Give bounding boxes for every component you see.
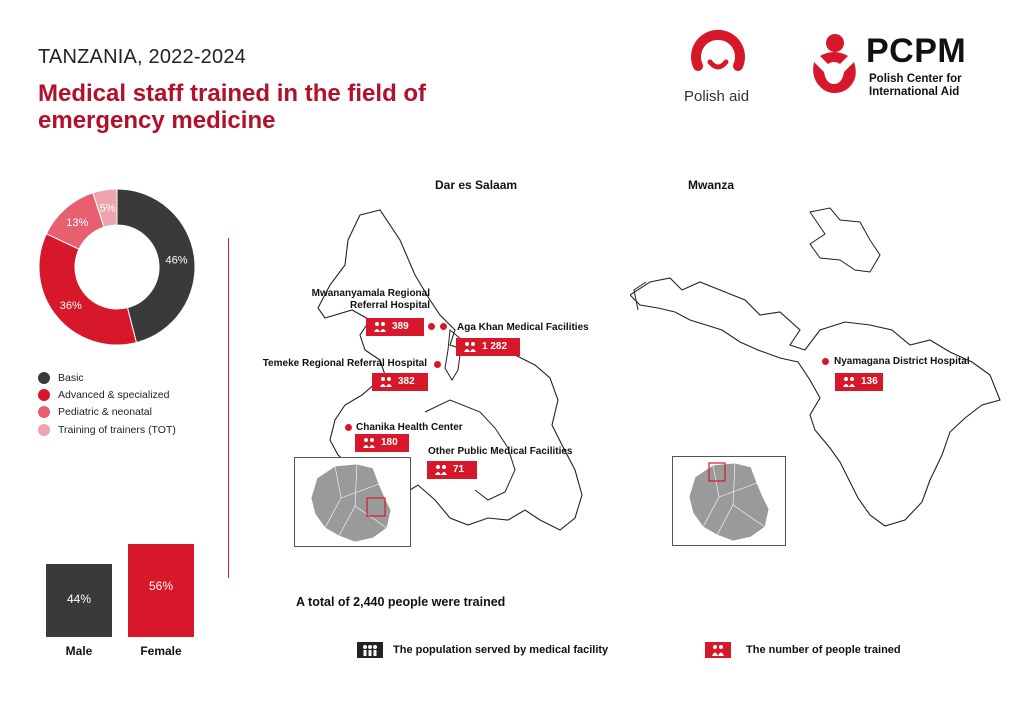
- pcpm-title: PCPM: [866, 32, 967, 70]
- legend-item-tot: [38, 423, 176, 437]
- donut-slice-label: 5%: [99, 202, 116, 215]
- trained-people-icon: [362, 437, 376, 449]
- trained-count: 71: [453, 464, 465, 475]
- people-icon-glyph: [357, 642, 383, 658]
- trained-people-icon: [705, 642, 731, 658]
- facility-marker[interactable]: [428, 323, 435, 330]
- bar-value-female: 56%: [148, 578, 174, 593]
- tanzania-inset-map: [673, 457, 785, 545]
- trained-count: 1 282: [482, 341, 508, 352]
- facility-marker[interactable]: [434, 361, 441, 368]
- pcpm-subtitle: Polish Center for International Aid: [869, 73, 962, 98]
- pcpm-logo-icon: [804, 32, 862, 98]
- donut-slice-label: 46%: [165, 254, 188, 267]
- trained-count: 136: [861, 376, 878, 387]
- trained-badge: [366, 318, 424, 336]
- legend-swatch-pediatric: [38, 406, 50, 418]
- trained-badge: [456, 338, 520, 356]
- subtitle: TANZANIA, 2022-2024: [38, 46, 246, 68]
- legend-label: Basic: [58, 372, 84, 384]
- trained-count: 389: [392, 321, 409, 332]
- bar-female: [128, 544, 194, 637]
- legend-label: Training of trainers (TOT): [58, 424, 176, 436]
- legend-swatch-basic: [38, 372, 50, 384]
- facility-marker[interactable]: [345, 424, 352, 431]
- legend-item-basic: [38, 371, 84, 385]
- trained-badge: [835, 373, 883, 391]
- page-title: Medical staff trained in the field of emergency medicine: [38, 80, 427, 134]
- donut-slice-label: 36%: [59, 300, 82, 313]
- legend-item-pediatric: [38, 405, 152, 419]
- trained-people-icon-glyph: [705, 642, 731, 658]
- facility-name: Nyamagana District Hospital: [834, 356, 970, 367]
- trained-people-icon: [842, 376, 856, 388]
- inset-map-mwanza: [672, 456, 786, 546]
- facility-name: Chanika Health Center: [356, 422, 463, 433]
- trained-people-icon: [373, 321, 387, 333]
- facility-name: Aga Khan Medical Facilities: [457, 322, 589, 333]
- facility-name: Mwananyamala Regional Referral Hospital: [311, 288, 430, 311]
- training-type-donut-chart: [36, 186, 198, 348]
- donut-slice: [39, 234, 136, 345]
- facility-name: Other Public Medical Facilities: [428, 446, 573, 457]
- donut-slice-label: 13%: [66, 216, 89, 229]
- trained-people-icon: [434, 464, 448, 476]
- bar-value-male: 44%: [66, 591, 92, 606]
- facility-marker[interactable]: [440, 323, 447, 330]
- legend-item-advanced: [38, 388, 170, 402]
- facility-marker[interactable]: [822, 358, 829, 365]
- legend-population: The population served by medical facility: [393, 644, 609, 656]
- legend-label: Pediatric & neonatal: [58, 406, 152, 418]
- trained-count: 382: [398, 376, 415, 387]
- inset-map-dar: [294, 457, 411, 547]
- bar-label-male: Male: [65, 644, 93, 658]
- total-trained: A total of 2,440 people were trained: [296, 595, 506, 609]
- polish-aid-logo-icon: [690, 28, 746, 86]
- polish-aid-label: Polish aid: [684, 88, 750, 105]
- legend-swatch-advanced: [38, 389, 50, 401]
- trained-people-icon: [463, 341, 477, 353]
- legend-swatch-tot: [38, 424, 50, 436]
- trained-badge: [372, 373, 428, 391]
- trained-count: 180: [381, 437, 398, 448]
- legend-label: Advanced & specialized: [58, 389, 170, 401]
- trained-people-icon: [379, 376, 393, 388]
- legend-trained: The number of people trained: [746, 644, 901, 656]
- tanzania-inset-map: [295, 458, 410, 546]
- city-title-mwanza: Mwanza: [688, 178, 735, 192]
- bar-label-female: Female: [140, 644, 182, 658]
- trained-badge: [427, 461, 477, 479]
- bar-male: [46, 564, 112, 637]
- city-title-dar-es-salaam: Dar es Salaam: [435, 178, 518, 192]
- people-icon: [357, 642, 383, 658]
- section-divider: [228, 238, 229, 578]
- facility-name: Temeke Regional Referral Hospital: [262, 358, 427, 369]
- trained-badge: [355, 434, 409, 452]
